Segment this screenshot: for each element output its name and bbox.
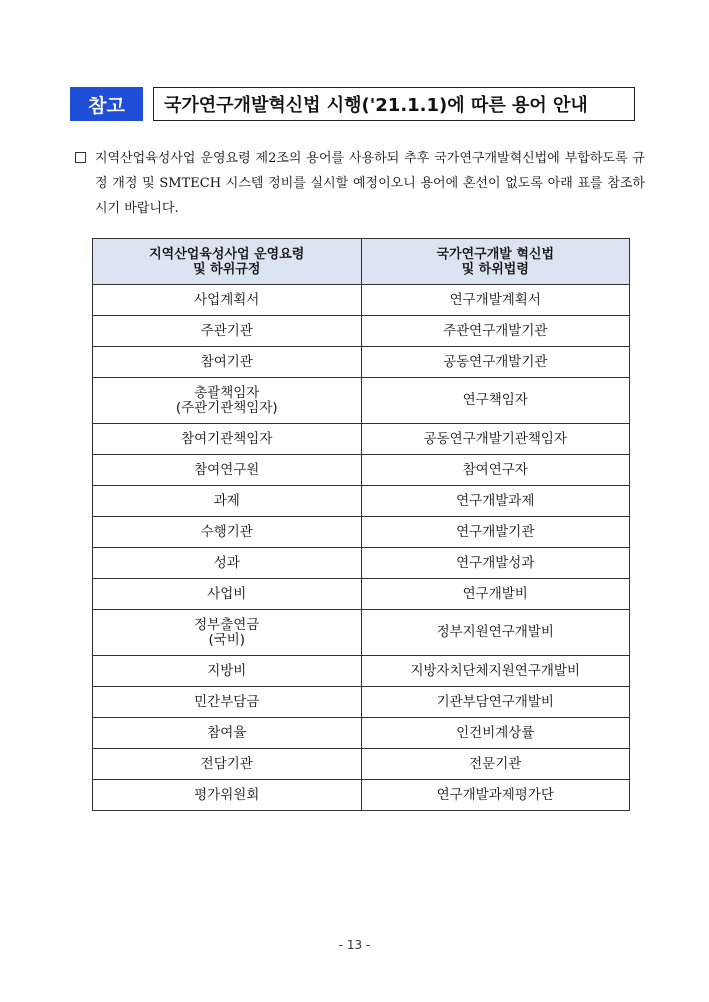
page-number: - 13 - [338, 938, 371, 952]
old-term-text: 사업비 [207, 585, 247, 602]
old-term-cell [93, 548, 362, 579]
terminology-table [92, 238, 630, 811]
old-term-cell [93, 347, 362, 378]
old-term-cell [93, 486, 362, 517]
table-row [93, 455, 630, 486]
old-term-text: 수행기관 [200, 523, 253, 540]
reference-badge: 참고 [70, 87, 143, 121]
new-term-cell: 연구책임자 [361, 378, 630, 424]
old-term-text: 참여기관 [200, 353, 253, 370]
table-row [93, 579, 630, 610]
old-term-cell [93, 656, 362, 687]
table-row [93, 316, 630, 347]
table-row [93, 347, 630, 378]
table-row [93, 517, 630, 548]
old-term-text: 과제 [213, 492, 240, 509]
new-term-cell: 참여연구자 [361, 455, 630, 486]
new-term-cell: 인건비계상률 [361, 718, 630, 749]
old-term-cell [93, 579, 362, 610]
intro-paragraph [75, 146, 645, 221]
section-header [70, 87, 635, 121]
checkbox-bullet-icon [75, 152, 86, 163]
new-term-cell: 지방자치단체지원연구개발비 [361, 656, 630, 687]
header-line: 및 하위규정 [193, 261, 261, 277]
table-row [93, 780, 630, 811]
old-term-text: (국비) [208, 631, 246, 648]
table-row [93, 378, 630, 424]
old-term-cell [93, 610, 362, 656]
new-term-cell: 연구개발과제 [361, 486, 630, 517]
table-header-row [93, 239, 630, 285]
old-term-cell [93, 455, 362, 486]
old-term-cell [93, 780, 362, 811]
old-term-text: 전담기관 [200, 755, 253, 772]
page-title: 국가연구개발혁신법 시행('21.1.1)에 따른 용어 안내 [153, 87, 635, 121]
table-row [93, 610, 630, 656]
old-term-text: 참여율 [207, 724, 247, 741]
table-body [93, 285, 630, 811]
old-term-cell [93, 749, 362, 780]
new-term-cell: 공동연구개발기관책임자 [361, 424, 630, 455]
old-term-text: 성과 [213, 554, 240, 571]
new-term-cell: 주관연구개발기관 [361, 316, 630, 347]
old-term-cell [93, 316, 362, 347]
old-term-cell [93, 285, 362, 316]
table-row [93, 424, 630, 455]
old-term-text: 지방비 [207, 662, 247, 679]
table-row [93, 749, 630, 780]
new-term-cell: 정부지원연구개발비 [361, 610, 630, 656]
old-term-cell [93, 718, 362, 749]
old-term-text: 주관기관 [200, 322, 253, 339]
table-row [93, 656, 630, 687]
new-term-cell: 공동연구개발기관 [361, 347, 630, 378]
header-line: 지역산업육성사업 운영요령 [149, 246, 305, 262]
header-new-terms [361, 239, 630, 285]
header-line: 및 하위법령 [461, 261, 529, 277]
new-term-cell: 연구개발성과 [361, 548, 630, 579]
table-row [93, 486, 630, 517]
header-line: 국가연구개발 혁신법 [436, 246, 555, 262]
new-term-cell: 연구개발기관 [361, 517, 630, 548]
old-term-text: 민간부담금 [194, 693, 260, 710]
old-term-text: 총괄책임자 [194, 384, 260, 401]
table-row [93, 687, 630, 718]
old-term-text: (주관기관책임자) [175, 399, 278, 416]
old-term-text: 참여연구원 [194, 461, 260, 478]
table-row [93, 548, 630, 579]
old-term-cell [93, 517, 362, 548]
old-term-text: 정부출연금 [194, 616, 260, 633]
old-term-text: 사업계획서 [194, 291, 260, 308]
old-term-text: 참여기관책임자 [181, 430, 273, 447]
table-row [93, 285, 630, 316]
new-term-cell: 연구개발비 [361, 579, 630, 610]
new-term-cell: 연구개발계획서 [361, 285, 630, 316]
header-old-terms [93, 239, 362, 285]
new-term-cell: 연구개발과제평가단 [361, 780, 630, 811]
new-term-cell: 전문기관 [361, 749, 630, 780]
old-term-text: 평가위원회 [194, 786, 260, 803]
intro-text: 지역산업육성사업 운영요령 제2조의 용어를 사용하되 추후 국가연구개발혁신법에 부합하도록 규정 개정 및 SMTECH 시스템 정비를 실시할 예정이오니 용어에 혼선이 없도록 아래 표를 참조하시기 바랍니다. [95, 151, 645, 216]
table-row [93, 718, 630, 749]
old-term-cell [93, 378, 362, 424]
old-term-cell [93, 687, 362, 718]
old-term-cell [93, 424, 362, 455]
new-term-cell: 기관부담연구개발비 [361, 687, 630, 718]
